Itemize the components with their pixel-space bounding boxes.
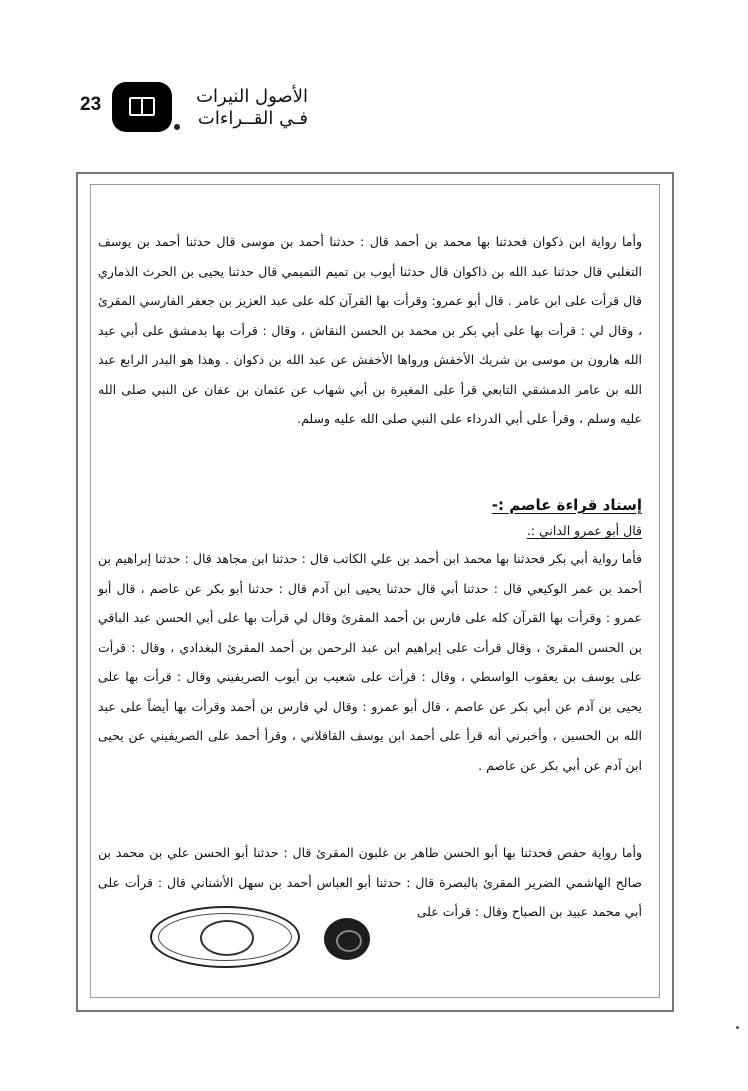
scan-mark	[736, 1026, 739, 1029]
page-header	[70, 80, 330, 140]
paragraph-hafs: وأما رواية حفص فحدثنا بها أبو الحسن طاهر بن غلبون المقرئ قال : حدثنا أبو الحسن علي بن محمد بن صالح الهاشمي الضرير المقرئ بالبصرة قال : حدثنا أبو العباس أحمد بن سهل الأشناني قال : قرأت على أبي محمد عبيد بن الصباح وقال : قرأت على	[98, 845, 642, 919]
seal-inner	[336, 930, 362, 952]
library-stamp	[150, 906, 300, 968]
book-icon	[129, 97, 155, 116]
round-seal	[324, 918, 370, 960]
paragraph-ibn-dhakwan: وأما رواية ابن ذكوان فحدثنا بها محمد بن أحمد قال : حدثنا أحمد بن موسى قال حدثنا أحمد بن يوسف التغلبي قال حدثنا عبد الله بن ذاكوان قال حدثنا أيوب بن تميم التميمي قال حدثنا يحيى بن الحرث الذماري قال قرأت على ابن عامر . قال أبو عمرو: وقرأت بها القرآن كله على عبد العزيز بن جعفر الفارسي المقرئ ، وقال لي : قرأت بها على أبي بكر بن محمد بن الحسن النقاش ، وقال : قرأت بها بدمشق على أبي عبد الله هارون بن موسى بن شريك الأخفش ورواها الأخفش عن عبد الله بن ذكوان . وهذا هو البدر الرابع عبد الله بن عامر الدمشقي التابعي قرأ على المغيرة بن أبي شهاب عن عثمان بن عفان عن النبي صلى الله عليه وسلم ، وقرأ على أبي الدرداء على النبي صلى الله عليه وسلم.	[98, 234, 642, 426]
book-title-line2: فـي القــراءات	[197, 108, 308, 129]
paragraph-abu-bakr: فأما رواية أبي بكر فحدثنا بها محمد ابن أحمد بن علي الكاتب قال : حدثنا ابن مجاهد قال : حدثنا إبراهيم بن أحمد بن عمر الوكيعي قال : حدثنا أبي قال حدثنا يحيى ابن آدم قال : حدثنا أبو بكر عن عاصم ، قال أبو عمرو : وقرأت بها القرآن كله على فارس بن أحمد المقرئ وقال لي قرأت بها على أبي الحسن عبد الباقي بن الحسن المقرئ ، وقال قرأت على إبراهيم ابن عبد الرحمن بن أحمد المقرئ البغدادي ، وقال : قرأت على يوسف بن يعقوب الواسطي ، وقال : قرأت على شعيب بن أيوب الصريفيني وقال : قرأت بها على يحيى بن آدم عن أبي بكر عن عاصم ، قال أبو عمرو : وقال لي فارس بن أحمد وقرأت بها أيضاً على عبد الله بن الحسين ، وأخبرني أنه قرأ على أحمد ابن يوسف القافلاني ، وقرأ أحمد على الصريفيني عن يحيى ابن آدم عن أبي بكر عن عاصم .	[98, 551, 642, 773]
book-title	[178, 86, 308, 130]
page-body	[98, 227, 642, 928]
page-number: 23	[80, 94, 102, 115]
section-title: إسناد قراءة عاصم :-	[491, 496, 642, 514]
stamp-center	[200, 920, 254, 956]
book-title-line1: الأصول النيرات	[196, 86, 308, 107]
book-logo	[112, 82, 172, 132]
paragraph-gap	[98, 826, 642, 838]
section-subtitle: قال أبو عمرو الداني :.	[526, 523, 642, 538]
